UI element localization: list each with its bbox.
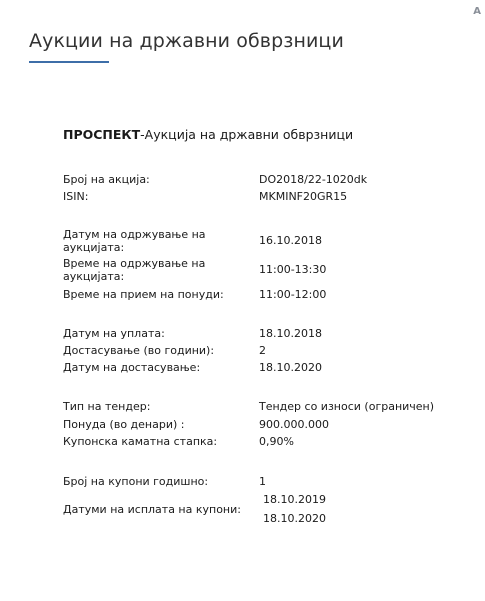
row-label: Време на прием на понуди: (63, 288, 224, 301)
row-value: 2 (259, 344, 266, 357)
coupon-date-2: 18.10.2020 (263, 512, 326, 525)
row-value: DO2018/22-1020dk (259, 173, 368, 186)
row-label: Тип на тендер: (63, 400, 151, 413)
row-label: ISIN: (63, 190, 89, 203)
row-value: 1 (259, 475, 266, 488)
prospect-heading-rest: -Аукција на државни обврзници (140, 127, 354, 142)
row-value: 11:00-12:00 (259, 288, 327, 301)
row-value: 900.000.000 (259, 418, 329, 431)
row-value: 11:00-13:30 (259, 263, 327, 276)
row-value: MKMINF20GR15 (259, 190, 348, 203)
row-label: Понуда (во денари) : (63, 418, 185, 431)
row-label: Број на купони годишно: (63, 475, 209, 488)
row-value: Тендер со износи (ограничен) (259, 400, 435, 413)
prospect-heading-bold: ПРОСПЕКТ (63, 127, 141, 142)
row-label: Датум на уплата: (63, 327, 165, 340)
page-title: Аукции на државни обврзници (29, 30, 344, 52)
row-value: 18.10.2020 (259, 361, 322, 374)
row-value: 18.10.2018 (259, 327, 322, 340)
row-value: 0,90% (259, 435, 294, 448)
prospect-heading (63, 127, 353, 142)
row-label: Датум на одржување на аукцијата: (63, 228, 206, 254)
row-label: Број на акција: (63, 173, 150, 186)
title-underline (29, 61, 109, 63)
row-label: Достасување (во години): (63, 344, 215, 357)
row-label: Време на одржување на аукцијата: (63, 257, 206, 283)
row-label: Датуми на исплата на купони: (63, 503, 241, 516)
coupon-date-1: 18.10.2019 (263, 493, 326, 506)
corner-mark: A (473, 6, 481, 17)
row-label: Купонска каматна стапка: (63, 435, 218, 448)
row-value: 16.10.2018 (259, 234, 322, 247)
row-label: Датум на достасување: (63, 361, 201, 374)
